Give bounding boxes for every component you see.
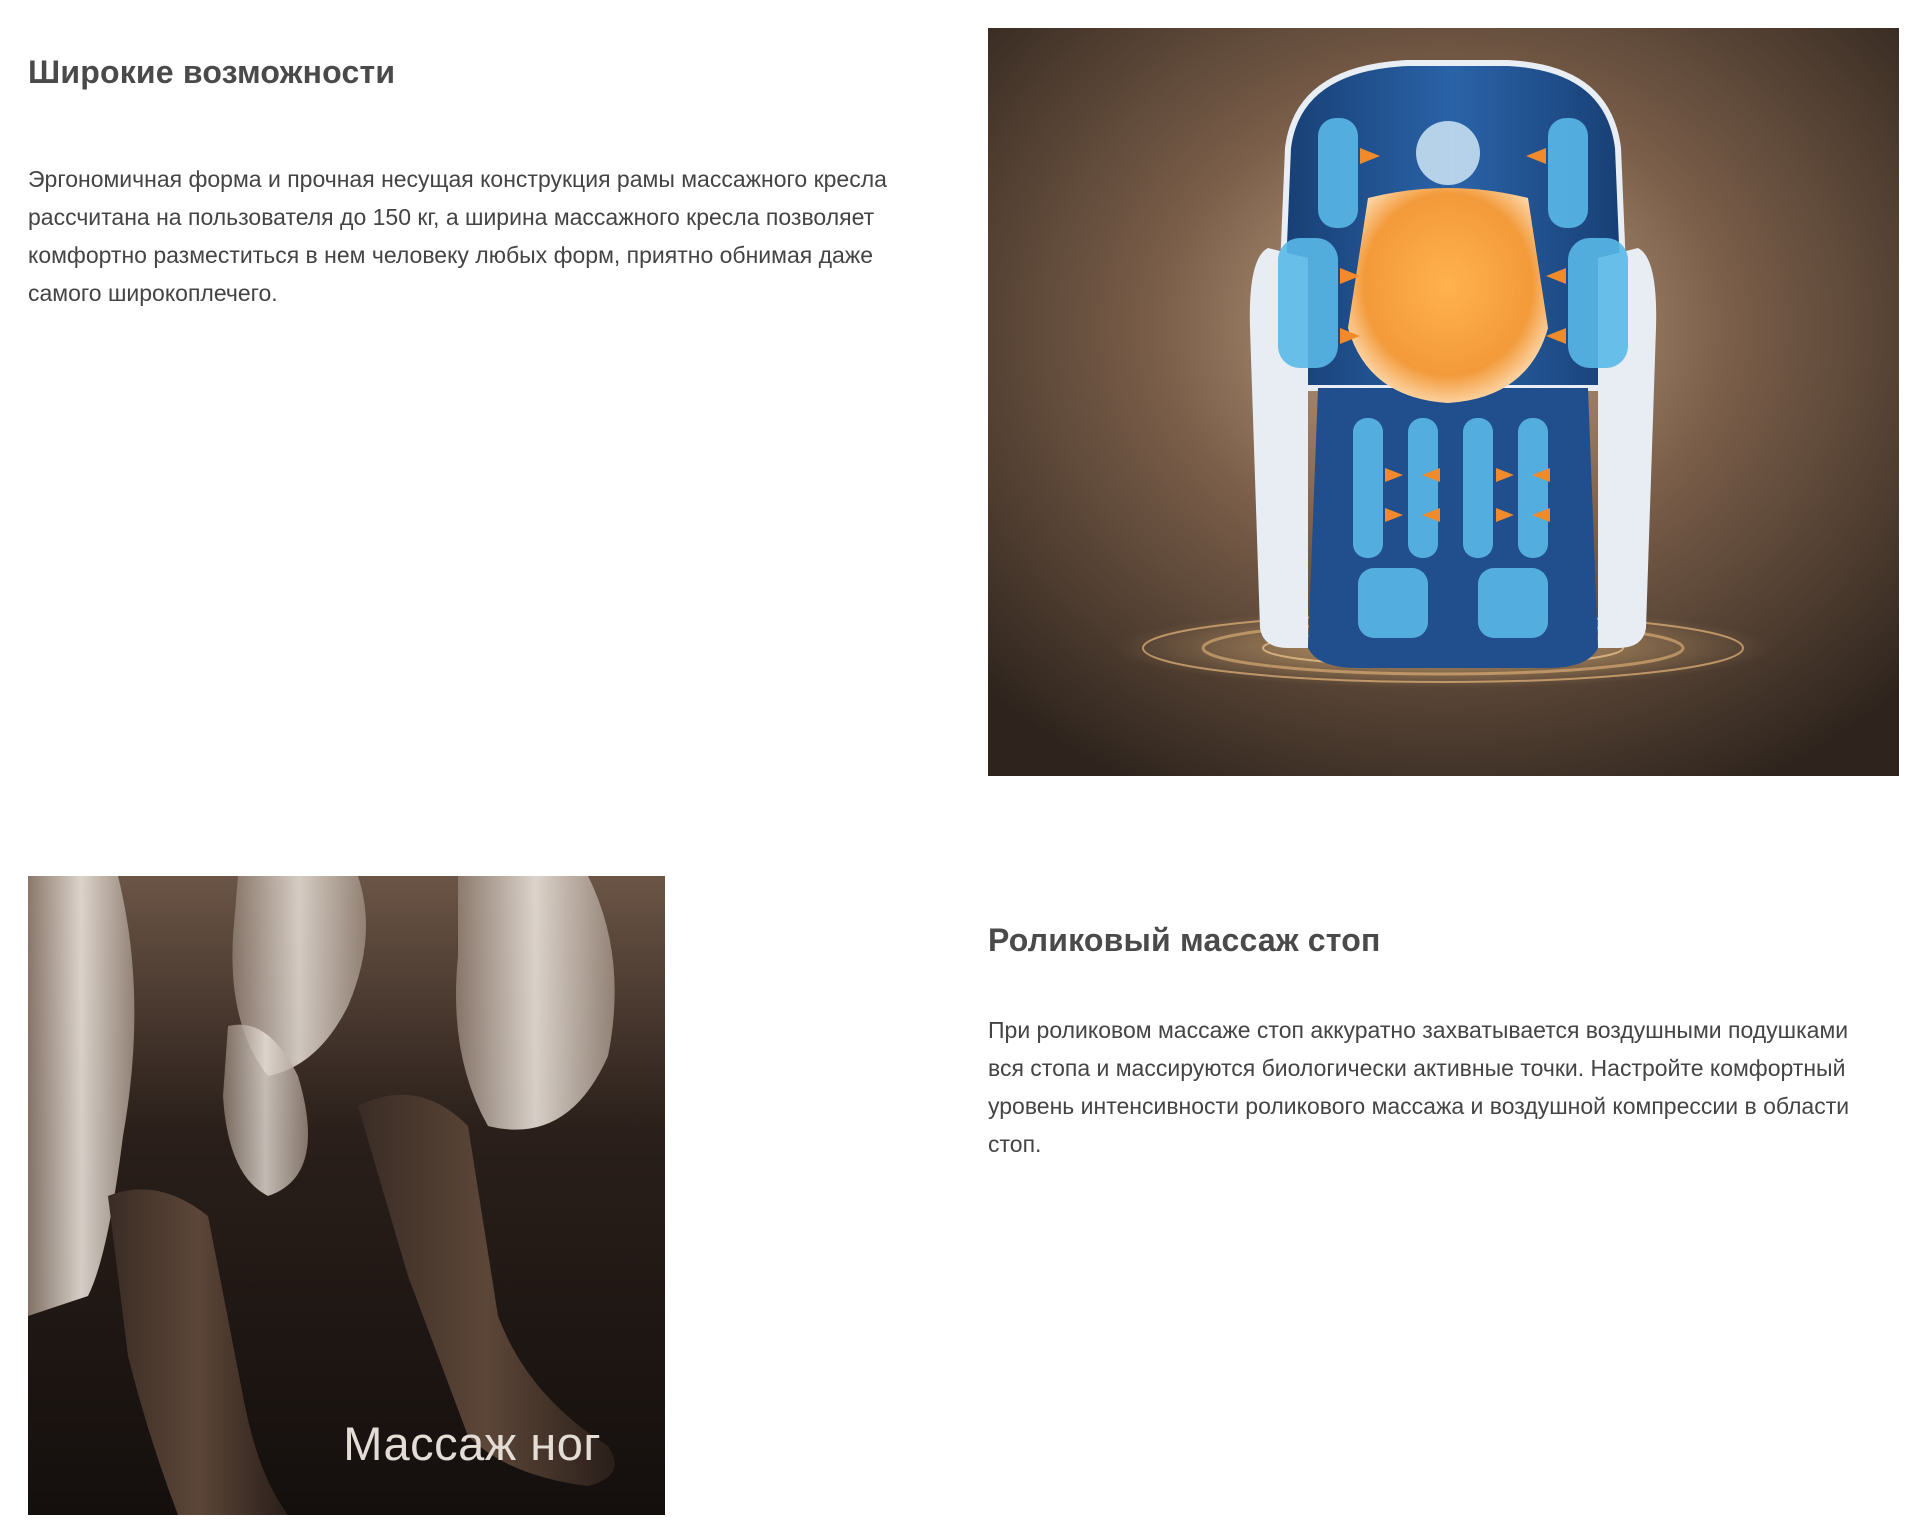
image-caption-leg-massage: Массаж ног [343,1417,601,1470]
section-text-foot-roller-massage: При роликовом массаже стоп аккуратно захватывается воздушными подушками вся стопа и массируются биологически активные точки. Настройте комфортный уровень интенсивности роликового массажа и воздушной компрессии в области стоп. [988,1017,1850,1157]
section-title-wide-capabilities: Широкие возможности [28,54,396,90]
section-text-wide-capabilities: Эргономичная форма и прочная несущая конструкция рамы массажного кресла рассчитана на пользователя до 150 кг, а ширина массажного кресла позволяет комфортно разместиться в нем человеку любых форм, приятно обнимая даже самого широкоплечего. [28,166,887,306]
leg-massage-image [28,876,665,1515]
massage-chair-image [988,28,1899,776]
section-title-foot-roller-massage: Роликовый массаж стоп [988,922,1381,958]
